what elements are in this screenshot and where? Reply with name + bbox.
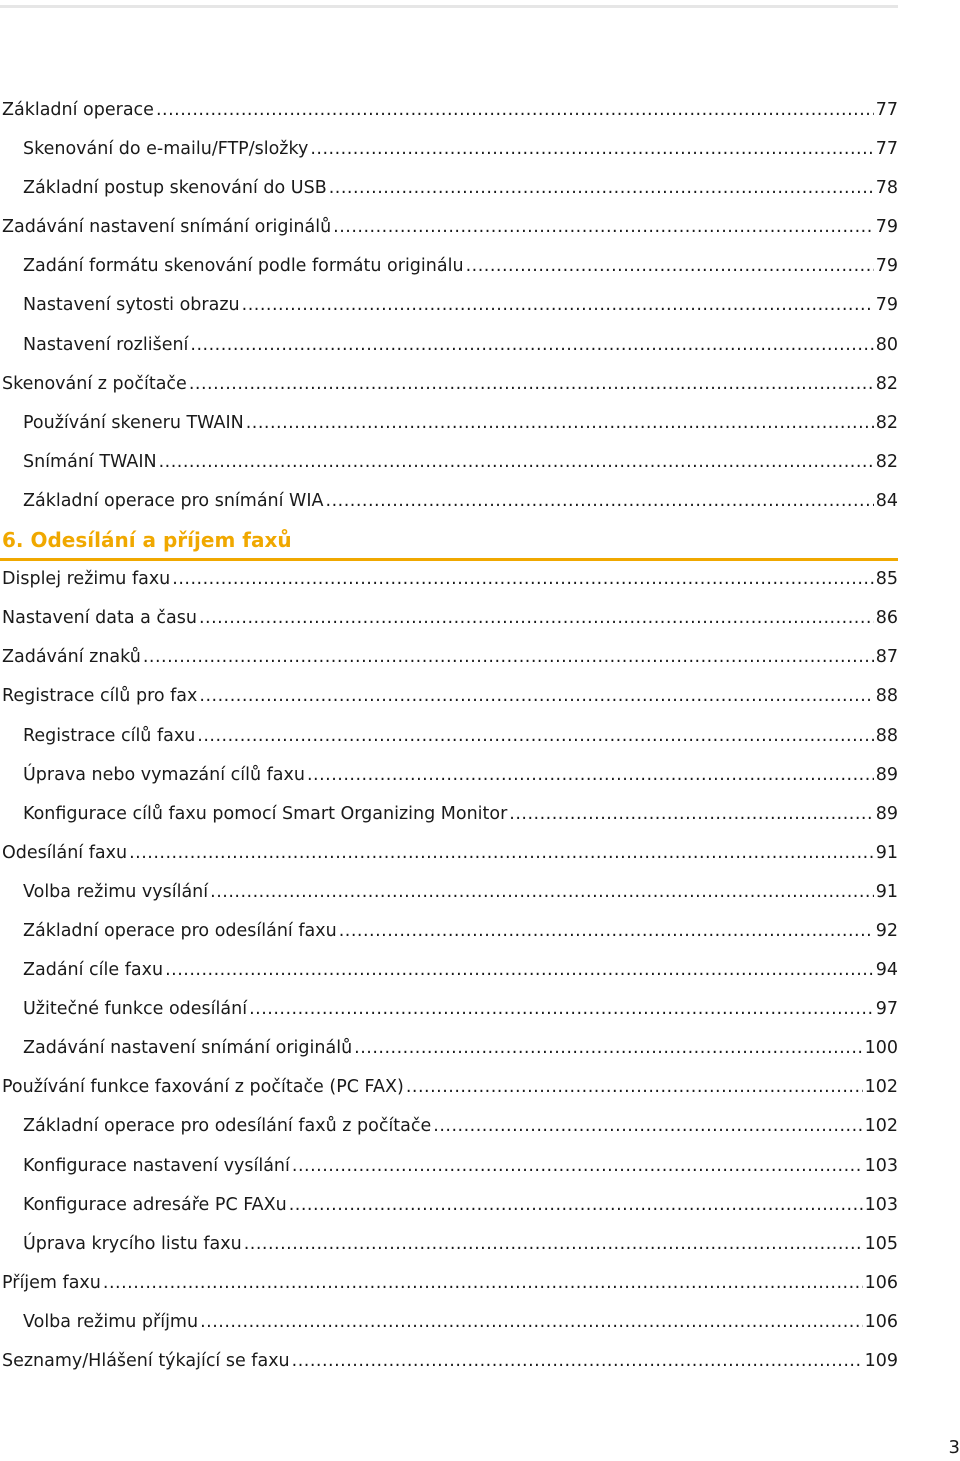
toc-entry-title: Skenování z počítače — [2, 373, 187, 394]
chapter-rule — [0, 558, 898, 561]
toc-entry-page: 92 — [875, 920, 898, 941]
toc-dot-leader — [244, 1225, 863, 1264]
toc-entry[interactable] — [2, 1107, 898, 1146]
toc-entry-title: Užitečné funkce odesílání — [23, 999, 248, 1020]
toc-entry[interactable] — [2, 130, 898, 169]
toc-entry[interactable] — [2, 990, 898, 1029]
toc-entry-page: 84 — [875, 490, 898, 511]
toc-entry-page: 82 — [875, 412, 898, 433]
toc-entry[interactable] — [2, 91, 898, 130]
toc-entry[interactable] — [2, 1068, 898, 1107]
toc-entry[interactable] — [2, 638, 898, 677]
toc-dot-leader — [159, 443, 874, 482]
toc-entry-page: 87 — [875, 647, 898, 668]
toc-entry-title: Zadání formátu skenování podle formátu originálu — [23, 256, 464, 277]
toc-entry[interactable] — [2, 1225, 898, 1264]
toc-entry[interactable] — [2, 247, 898, 286]
toc-entry-page: 105 — [864, 1233, 898, 1254]
toc-entry-title: Seznamy/Hlášení týkající se faxu — [2, 1351, 290, 1371]
toc-entry[interactable] — [2, 443, 898, 482]
toc-dot-leader — [249, 990, 874, 1029]
toc-section-scanning — [2, 91, 898, 521]
toc-entry-page: 97 — [875, 999, 898, 1020]
toc-entry-title: Zadání cíle faxu — [23, 960, 164, 981]
toc-entry-page: 89 — [875, 764, 898, 785]
toc-dot-leader — [199, 677, 873, 716]
toc-entry-title: Základní postup skenování do USB — [23, 178, 327, 199]
toc-entry-page: 86 — [875, 608, 898, 629]
toc-dot-leader — [354, 1029, 862, 1068]
toc-entry-title: Nastavení rozlišení — [23, 334, 189, 355]
toc-entry-title: Displej režimu faxu — [2, 569, 171, 590]
toc-dot-leader — [307, 756, 874, 795]
toc-dot-leader — [165, 951, 874, 990]
toc-entry-page: 78 — [875, 178, 898, 199]
toc-dot-leader — [333, 208, 874, 247]
toc-dot-leader — [242, 286, 874, 325]
toc-entry-title: Zadávání nastavení snímání originálů — [23, 1038, 353, 1059]
toc-entry-page: 91 — [875, 881, 898, 902]
toc-dot-leader — [329, 169, 874, 208]
toc-dot-leader — [292, 1342, 863, 1381]
toc-dot-leader — [310, 130, 873, 169]
toc-entry-title: Příjem faxu — [2, 1272, 101, 1293]
toc-entry[interactable] — [2, 208, 898, 247]
toc-entry-page: 88 — [875, 686, 898, 707]
toc-entry-title: Snímání TWAIN — [23, 451, 157, 472]
toc-entry-title: Volba režimu příjmu — [23, 1311, 199, 1332]
header-rule — [0, 5, 898, 8]
toc-entry-page: 77 — [875, 139, 898, 160]
page-number: 3 — [948, 1437, 960, 1458]
toc-dot-leader — [200, 1303, 863, 1342]
toc-dot-leader — [103, 1264, 863, 1303]
toc-dot-leader — [289, 1186, 863, 1225]
toc-entry[interactable] — [2, 834, 898, 873]
toc-dot-leader — [197, 717, 873, 756]
toc-entry-title: Registrace cílů pro fax — [2, 686, 198, 707]
toc-entry-title: Konfigurace nastavení vysílání — [23, 1155, 290, 1176]
toc-dot-leader — [292, 1147, 863, 1186]
toc-dot-leader — [326, 482, 874, 521]
toc-entry-page: 109 — [864, 1351, 898, 1371]
toc-entry[interactable] — [2, 1186, 898, 1225]
toc-entry-title: Základní operace — [2, 100, 154, 120]
toc-entry-page: 91 — [875, 842, 898, 863]
toc-entry-title: Skenování do e-mailu/FTP/složky — [23, 139, 309, 160]
toc-entry[interactable] — [2, 482, 898, 521]
toc-entry-page: 77 — [875, 100, 898, 120]
toc-dot-leader — [210, 873, 874, 912]
toc-entry-title: Zadávání znaků — [2, 647, 141, 668]
toc-entry-page: 100 — [864, 1038, 898, 1059]
toc-entry-page: 102 — [864, 1116, 898, 1137]
toc-entry-title: Úprava nebo vymazání cílů faxu — [23, 764, 305, 785]
toc-dot-leader — [199, 599, 874, 638]
toc-entry-page: 103 — [864, 1194, 898, 1215]
toc-entry[interactable] — [2, 404, 898, 443]
toc-entry-title: Základní operace pro odesílání faxů z počítače — [23, 1116, 432, 1137]
toc-entry-page: 102 — [864, 1077, 898, 1098]
toc-entry-page: 79 — [875, 295, 898, 316]
toc-entry-title: Volba režimu vysílání — [23, 881, 209, 902]
toc-entry-title: Zadávání nastavení snímání originálů — [2, 217, 332, 238]
toc-entry-page: 106 — [864, 1311, 898, 1332]
toc-dot-leader — [129, 834, 874, 873]
toc-dot-leader — [190, 326, 873, 365]
toc-section-fax — [2, 560, 898, 1381]
toc-dot-leader — [172, 560, 873, 599]
toc-entry[interactable] — [2, 756, 898, 795]
toc-entry-page: 85 — [875, 569, 898, 590]
toc-entry-page: 82 — [875, 373, 898, 394]
toc-entry-title: Konfigurace cílů faxu pomocí Smart Organizing Monitor — [23, 803, 508, 824]
toc-entry[interactable] — [2, 951, 898, 990]
toc-entry[interactable] — [2, 560, 898, 599]
toc-entry[interactable] — [2, 599, 898, 638]
toc-entry-title: Základní operace pro odesílání faxu — [23, 920, 337, 941]
toc-entry-page: 82 — [875, 451, 898, 472]
toc-dot-leader — [246, 404, 874, 443]
toc-entry-page: 79 — [875, 217, 898, 238]
toc-dot-leader — [433, 1107, 862, 1146]
toc-dot-leader — [156, 91, 874, 130]
toc-entry[interactable] — [2, 326, 898, 365]
toc-entry-page: 88 — [875, 725, 898, 746]
toc-entry[interactable] — [2, 1264, 898, 1303]
toc-entry[interactable] — [2, 365, 898, 404]
toc-entry[interactable] — [2, 1342, 898, 1381]
toc-entry[interactable] — [2, 717, 898, 756]
toc-entry-page: 89 — [875, 803, 898, 824]
toc-entry-title: Základní operace pro snímání WIA — [23, 490, 324, 511]
toc-entry[interactable] — [2, 1147, 898, 1186]
toc-dot-leader — [339, 912, 874, 951]
toc-dot-leader — [143, 638, 874, 677]
toc-dot-leader — [509, 795, 873, 834]
toc-dot-leader — [189, 365, 874, 404]
chapter-heading[interactable] — [2, 521, 898, 560]
toc-entry[interactable] — [2, 795, 898, 834]
toc-entry-title: Odesílání faxu — [2, 842, 128, 863]
toc-entry[interactable] — [2, 1029, 898, 1068]
toc-entry-page: 103 — [864, 1155, 898, 1176]
toc-entry-page: 94 — [875, 960, 898, 981]
toc-entry-title: Nastavení data a času — [2, 608, 197, 629]
toc-entry[interactable] — [2, 286, 898, 325]
toc-dot-leader — [466, 247, 874, 286]
toc-entry[interactable] — [2, 873, 898, 912]
toc-entry[interactable] — [2, 912, 898, 951]
toc-entry-title: Nastavení sytosti obrazu — [23, 295, 240, 316]
toc-dot-leader — [406, 1068, 863, 1107]
toc-entry[interactable] — [2, 677, 898, 716]
toc-entry-title: Používání funkce faxování z počítače (PC FAX) — [2, 1077, 404, 1098]
toc-entry-title: Používání skeneru TWAIN — [23, 412, 244, 433]
toc-entry-page: 79 — [875, 256, 898, 277]
toc-entry[interactable] — [2, 169, 898, 208]
toc-entry-page: 80 — [875, 334, 898, 355]
toc-entry-page: 106 — [864, 1272, 898, 1293]
toc-entry-title: Úprava krycího listu faxu — [23, 1233, 242, 1254]
toc-entry-title: Registrace cílů faxu — [23, 725, 196, 746]
chapter-title: 6. Odesílání a příjem faxů — [2, 528, 292, 553]
toc-entry[interactable] — [2, 1303, 898, 1342]
table-of-contents — [2, 91, 898, 1381]
toc-entry-title: Konfigurace adresáře PC FAXu — [23, 1194, 287, 1215]
